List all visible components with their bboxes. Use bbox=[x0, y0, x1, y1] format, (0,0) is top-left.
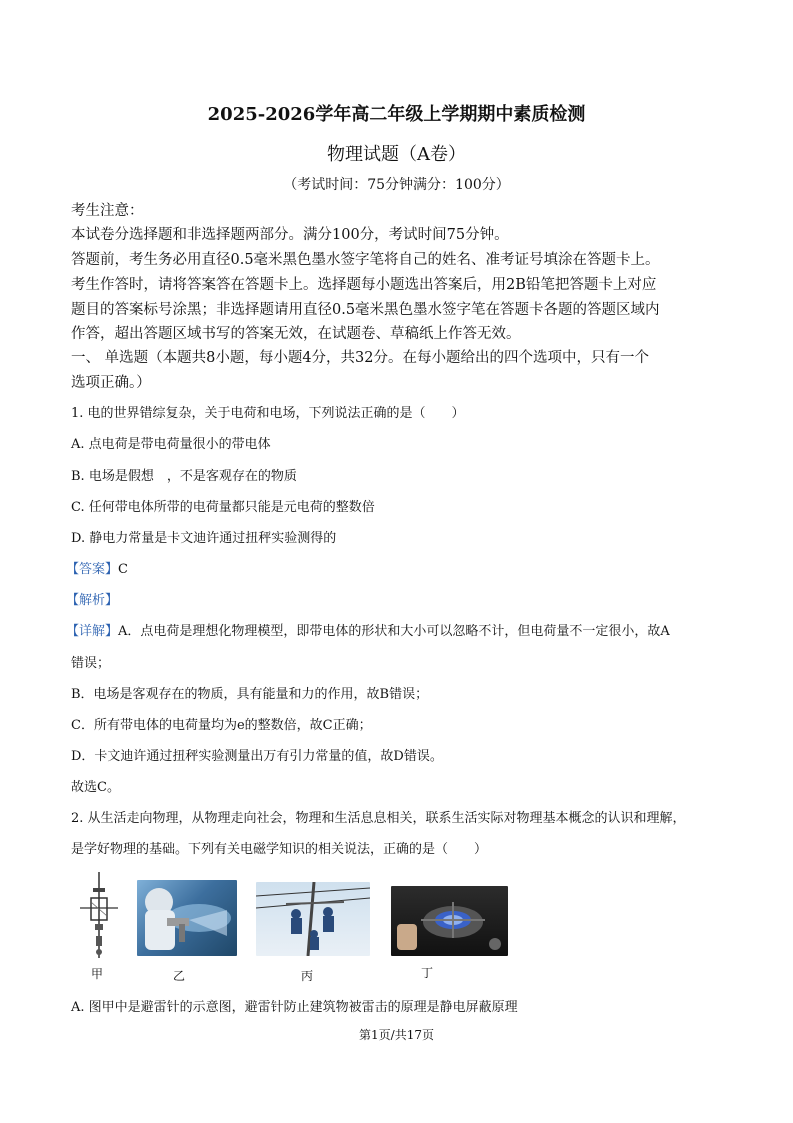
option-a: A. 图甲中是避雷针的示意图，避雷针防止建筑物被雷击的原理是静电屏蔽原理 bbox=[71, 1000, 518, 1015]
detail-tag: 【详解】 bbox=[66, 624, 119, 639]
figure-label-yi: 乙 bbox=[173, 969, 186, 983]
notice-heading: 考生注意： bbox=[71, 203, 144, 219]
notice-line: 题目的答案标号涂黑；非选择题请用直径0.5毫米黑色墨水签字笔在答题卡各题的答题区域内 bbox=[71, 302, 660, 318]
question-stem: 是学好物理的基础。下列有关电磁学知识的相关说法，正确的是（ ） bbox=[71, 842, 488, 857]
section-heading: 选项正确。） bbox=[71, 375, 151, 391]
analysis-tag: 【解析】 bbox=[66, 593, 119, 608]
detail-line: B．电场是客观存在的物质，具有能量和力的作用，故B错误； bbox=[71, 687, 429, 702]
option-a: A. 点电荷是带电荷量很小的带电体 bbox=[71, 437, 271, 452]
detail-line: C．所有带电体的电荷量均为e的整数倍，故C正确； bbox=[71, 718, 372, 733]
figure-label-ding: 丁 bbox=[421, 966, 434, 980]
exam-info: （考试时间：75分钟满分：100分） bbox=[283, 177, 510, 193]
detail-line bbox=[66, 620, 670, 639]
question-stem: 1. 电的世界错综复杂，关于电荷和电场，下列说法正确的是（ ） bbox=[71, 406, 465, 421]
answer-tag: 【答案】 bbox=[66, 562, 119, 577]
answer-value: C bbox=[118, 562, 128, 577]
figure-label-jia: 甲 bbox=[91, 967, 104, 981]
section-heading: 一、 单选题（本题共8小题，每小题4分，共32分。在每小题给出的四个选项中，只有一个 bbox=[71, 350, 650, 366]
question-stem: 2. 从生活走向物理，从物理走向社会，物理和生活息息相关，联系生活实际对物理基本概念的认识和理解， bbox=[71, 811, 686, 826]
notice-line: 考生作答时，请将答案答在答题卡上。选择题每小题选出答案后，用2B铅笔把答题卡上对应 bbox=[71, 277, 657, 293]
notice-line: 答题前，考生务必用直径0.5毫米黑色墨水签字笔将自己的姓名、准考证号填涂在答题卡上。 bbox=[71, 252, 660, 268]
option-d: D. 静电力常量是卡文迪许通过扭秤实验测得的 bbox=[71, 531, 337, 546]
notice-line: 作答，超出答题区域书写的答案无效，在试题卷、草稿纸上作答无效。 bbox=[71, 326, 521, 342]
gas-stove-photo bbox=[391, 886, 508, 956]
notice-line: 本试卷分选择题和非选择题两部分。满分100分，考试时间75分钟。 bbox=[71, 227, 509, 243]
exam-title: 2025-2026学年高二年级上学期期中素质检测 bbox=[207, 104, 586, 125]
lightning-rod-figure bbox=[78, 872, 120, 960]
option-b: B. 电场是假想 ，不是客观存在的物质 bbox=[71, 469, 297, 484]
figure-label-bing: 丙 bbox=[301, 969, 314, 983]
detail-line: 错误； bbox=[71, 656, 111, 671]
option-c: C. 任何带电体所带的电荷量都只能是元电荷的整数倍 bbox=[71, 500, 375, 515]
power-line-workers-photo bbox=[256, 882, 370, 956]
detail-line: 故选C。 bbox=[71, 780, 120, 795]
answer-line bbox=[66, 558, 128, 577]
spray-painting-photo bbox=[137, 880, 237, 956]
page-footer: 第1页/共17页 bbox=[359, 1028, 434, 1042]
detail-line: D．卡文迪许通过扭秤实验测量出万有引力常量的值，故D错误。 bbox=[71, 749, 443, 764]
exam-subtitle: 物理试题（A卷） bbox=[327, 144, 466, 165]
detail-text: A．点电荷是理想化物理模型，即带电体的形状和大小可以忽略不计，但电荷量不一定很小，故A bbox=[118, 624, 670, 639]
